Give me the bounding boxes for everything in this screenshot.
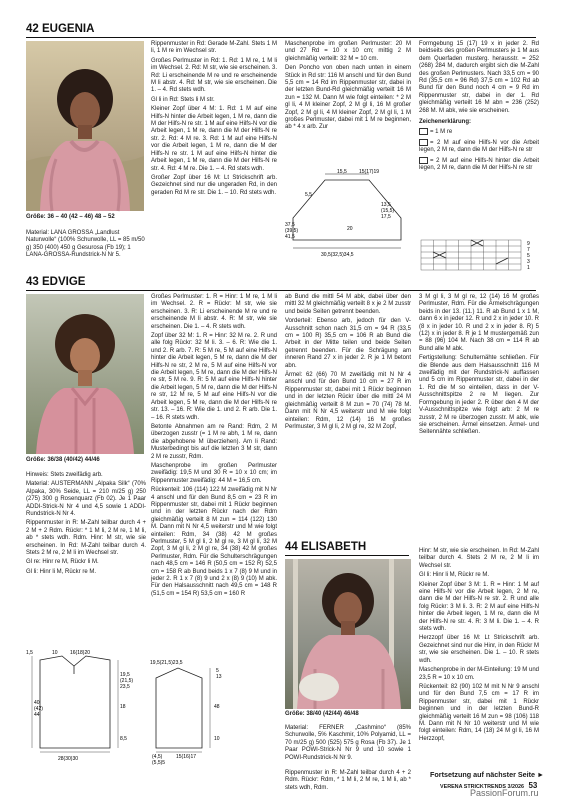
elisabeth-gauge: Maschenprobe in der M-Einteilung: 19 M und 23,5 R = 10 x 10 cm. bbox=[419, 667, 539, 681]
legend-title: Zeichenerklärung: bbox=[419, 119, 472, 126]
edvige-back: Rückenteil: 106 (114) 122 M zweifädig mit N Nr 4 anschl und für den Bund 8,5 cm = 23 R im Rippenmuster str, dabei mit 1 Rückr beginnen und in der letzten Rückr nach der Rdm gleichmäßig verteilt 8 M zun = 114 (122) 130 M. Dann mit N Nr 4,5 weiterstr und M wie folgt einteilen: Rdm, 34 (38) 42 M großes Perlmuster, 5 M gl li, 2 M gl re, 3 M gl li, 32 M Zopf, 3 M gl li, 2 M gl re, 34 (38) 42 M großes Perlmuster, Rdm. Für die Schulterschrägungen nach 48,5 cm = 146 R (50,5 cm = 152 R) 52,5 cm = 158 R ab Bund beids 1 x 7 (8) 9 M und in jeder 2. R 1 x 7 (8) 9 und 2 x (8) 9 (10) M abk. Für den Halsausschnitt nach 49,5 cm = 148 R (51,5 cm = 154 R) 53,5 cm = 160 R bbox=[151, 487, 277, 597]
edvige-gl-li: Gl li: Hinr li M, Rückr re M. bbox=[26, 568, 97, 575]
dim-label: 48 bbox=[214, 704, 220, 710]
elisabeth-heart-cable: Herzzopf über 16 M: Lt Strickschrift arb. Gezeichnet sind nur die Hinr, in den Rückr M str, wie sie erscheinen. Die 1. – 10. R stets wdh. bbox=[419, 635, 539, 664]
eugenia-poncho: Den Poncho von oben nach unten in einem Stück in Rd str: 116 M anschl und für den Bund 5,5 cm = 14 Rd im Rippenmuster str, dabei in der letzten Bund-Rd gleichmäßig verteilt 16 M zun = 132 M. Dann M wie folgt einteilen: * 2 M gl li, 4 M kleiner Zopf, 2 M gl li, 16 M großer Zopf, 2 M gl li, 4 M kleiner Zopf, 2 M gl li, 1 M großes Perlmuster, dabei mit 1 M re beginnen, ab * 4 x arb. Zur bbox=[285, 65, 411, 131]
legend-swatch bbox=[419, 139, 428, 146]
photo-eugenia-illustration bbox=[26, 41, 144, 211]
edvige-gauge: Maschenprobe im großen Perlmuster zweifädig: 19,5 M und 30 R = 10 x 10 cm; im Rippenmuster zweifädig: 44 M = 16,5 cm. bbox=[151, 462, 277, 484]
edvige-note: Hinweis: Stets zweifädig arb. bbox=[26, 472, 103, 478]
chart-row-label: 9 bbox=[527, 241, 530, 247]
dim-label: 13 bbox=[216, 674, 222, 680]
dim-label: (21,5) bbox=[120, 678, 134, 684]
dim-label: 23,5 bbox=[120, 684, 130, 690]
dim-label: 15(16)17 bbox=[176, 754, 197, 760]
dim-label: 18 bbox=[120, 704, 126, 710]
dim-label: (5,5)5 bbox=[152, 760, 166, 766]
schematic-edvige bbox=[26, 648, 276, 766]
elisabeth-size: Größe: 38/40 (42/44) 46/48 bbox=[285, 711, 359, 717]
elisabeth-rib-cont: Hinr: M str, wie sie erscheinen. In Rd: M-Zahl teilbar durch 4. Stets 2 M re, 2 M li im Wechsel str. bbox=[419, 548, 539, 569]
eugenia-gl-li: Gl li in Rd: Stets li M str. bbox=[151, 96, 215, 103]
edvige-col1 bbox=[26, 472, 146, 578]
edvige-gl-re: Gl re: Hinr re M, Rückr li M. bbox=[26, 559, 99, 566]
chart-row-label: 1 bbox=[527, 265, 530, 271]
edvige-front: Vorderteil: Ebenso arb, jedoch für den V-Ausschnitt schon nach 31,5 cm = 94 R (33,5 cm = 100 R) 35,5 cm = 106 R ab Bund die Arbeit in der Mitte teilen und beide Seiten getrennt beenden. Für die Schrägung am inneren Rand 27 x in jeder 2. R je 1 M betont abn. bbox=[285, 318, 411, 369]
dim-label: 5,5 bbox=[305, 192, 312, 198]
dim-label: 19,5 bbox=[120, 672, 130, 678]
edvige-col2 bbox=[151, 294, 277, 600]
eugenia-col3 bbox=[285, 41, 411, 134]
chart-row-label: 5 bbox=[527, 253, 530, 259]
dim-label: 10 bbox=[214, 736, 220, 742]
edvige-rib: Rippenmuster in R: M-Zahl teilbar durch 4 + 2 M + 2 Rdm. Rückr: * 1 M li, 2 M re, 1 M li, ab * stets wdh. Rdm. Hinr: M str, wie sie erscheinen. In Rd: M-Zahl teilbar durch 4. Stets 2 M re, 2 M li im Wechsel str. bbox=[26, 520, 146, 557]
dim-label: 13,5 bbox=[381, 202, 391, 208]
eugenia-small-cable: Kleiner Zopf über 4 M: 1. Rd: 1 M auf eine Hilfs-N hinter die Arbeit legen, 1 M re, dann die M der Hilfs-N re str. 1 M auf eine Hilfs-N vor die Arbeit legen, 1 M re, dann die M der Hilfs-N re str. 2. Rd: 4 M re. 3. Rd: 1 M auf eine Hilfs-N vor die Arbeit legen, 1 M re, dann die M der Hilfs-N re str. 1 M auf eine Hilfs-N hinter die Arbeit legen, 1 M re, dann die M der Hilfs-N re str. 4. Rd: 4 M re. Die 1. – 4. Rd stets wdh. bbox=[151, 106, 277, 172]
eugenia-gauge: Maschenprobe im großen Perlmuster: 20 M und 27 Rd = 10 x 10 cm; mittig 2 M gleichmäßig verteilt: 32 M = 10 cm. bbox=[285, 41, 411, 62]
dim-label: 20 bbox=[347, 226, 353, 232]
elisabeth-material: Material: FERNER „Cashmino“ (85% Schurwolle, 5% Kaschmir, 10% Polyamid, LL = 70 m/25 g) 500 (525) 575 g Rosa (Fb 37). Je 1 Paar POWI-Strick-N Nr 9 und 10 sowie 1 POWI-Rundstrick-N Nr 9. bbox=[285, 725, 411, 761]
section-title-elisabeth: 44 ELISABETH bbox=[285, 541, 367, 553]
dim-label: (4,5) bbox=[152, 754, 163, 760]
eugenia-shaping: Formgebung 15 (17) 19 x in jeder 2. Rd beidseits des großen Perlmusters je 1 M aus dem Querfaden musterg. herausstr. = 252 (268) 284 M, dadurch ergibt sich die M-Zahl des großen Perlmusters. Nach 33,5 cm = 90 Rd (35,5 cm = 96 Rd) 37,5 cm = 102 Rd ab Bund für den Bund noch 4 cm = 9 Rd im Rippenmuster str, dabei in der 1. Rd gleichmäßig verteilt 16 M abn = 236 (252) 268 M. M abk, wie sie erscheinen. bbox=[419, 41, 539, 114]
dim-label: 19,5(21,5)23,5 bbox=[150, 660, 183, 666]
eugenia-col2 bbox=[151, 41, 277, 199]
eugenia-material: Material: LANA GROSSA „Landlust Naturwolle“ (100% Schurwolle, LL = 85 m/50 g) 350 (400) 450 g Gesurosa (Fb 19); 1 LANA-GROSSA-Rundstrick-N Nr 5. bbox=[26, 230, 145, 259]
edvige-material: Material: AUSTERMANN „Alpaka Silk“ (70% Alpaka, 30% Seide, LL = 210 m/25 g) 250 (275) 300 g Rosenquarz (Fb 02). Je 1 Paar ADDI-Strick-N Nr 4 und 4,5 sowie 1 ADDI-Rundstrick-N Nr 4. bbox=[26, 481, 146, 518]
watermark: PassionForum.ru bbox=[470, 788, 539, 798]
elisabeth-col4 bbox=[419, 548, 539, 745]
elisabeth-rib: Rippenmuster in R: M-Zahl teilbar durch 4 + 2 Rdm. Rückr: Rdm, * 1 M li, 2 M re, 1 M li, ab * stets wdh, Rdm. bbox=[285, 770, 411, 791]
edvige-col4 bbox=[419, 294, 539, 439]
dim-label: 41,5 bbox=[285, 234, 295, 240]
dim-label: 44 bbox=[34, 712, 40, 718]
dim-label: (42) bbox=[34, 706, 43, 712]
section-title-eugenia: 42 EUGENIA bbox=[26, 23, 95, 35]
legend-item: = 1 M re bbox=[419, 128, 539, 136]
edvige-col3 bbox=[285, 294, 411, 433]
elisabeth-back: Rückenteil: 82 (90) 102 M mit N Nr 9 anschl und für den Bund 7,5 cm = 17 R im Rippenmuster str, dabei mit 1 Rückr beginnen und in der letzten Bund-R gleichmäßig verteilt 16 M zun = 98 (106) 118 M. Dann mit N Nr 10 weiterstr und M wie folgt einteilen: Rdm, 14 (18) 24 M gl li, 16 M Herzzopf, bbox=[419, 683, 539, 742]
dim-label: (15,5) bbox=[381, 208, 395, 214]
edvige-finishing: Fertigstellung: Schulternähte schließen. Für die Blende aus dem Halsausschnitt 116 M zweifädig mit der Rundstrick-N auffassen und 5 cm im Rippenmuster str, dabei in der 1. Rd die M so einteilen, dass in der V-Ausschnittspitze 2 re M liegen. Zur Formgebung in jeder 2. R über den 4 M der V-Ausschnittspitze wie folgt arb: 2 M re zusstr, 2 M re überzogen zusstr. M abk, wie sie erscheinen. Ärmel einsetzen. Ärmel- und Seitennähte schließen. bbox=[419, 355, 539, 436]
section-divider bbox=[26, 37, 536, 38]
legend-swatch bbox=[419, 157, 428, 164]
chart-row-label: 3 bbox=[527, 259, 530, 265]
section-divider bbox=[26, 290, 536, 291]
edvige-decreases: Betonte Abnahmen am re Rand: Rdm, 2 M überzogen zusstr (= 1 M re abh, 1 M re, dann die abgehobene M überziehen). Am li Rand: Musterbedingt bis auf die letzten 3 M str, dann 2 M re zusstr, Rdm. bbox=[151, 423, 277, 460]
photo-edvige bbox=[26, 294, 144, 454]
edvige-sleeve-cont: 3 M gl li, 3 M gl re, 12 (14) 16 M großes Perlmuster, Rdm. Für die Ärmelschrägungen beids in der 13. (11.) 11. R ab Bund 1 x 1 M, dann 6 x in jeder 12. R und 2 x in jeder 10. R (8 x in jeder 10. R und 2 x in jeder 8. R) 5 (12) x in jeder 8. R je 1 M mustergemäß zun = 88 (96) 104 M. Nach 38 cm = 114 R ab Bund alle M abk. bbox=[419, 294, 539, 352]
dim-label: 28(30)30 bbox=[58, 756, 79, 762]
dim-label: 15(17)19 bbox=[359, 169, 380, 175]
legend-item: = 2 M auf eine Hilfs-N hinter die Arbeit legen, 2 M re, dann die M der Hilfs-N re str bbox=[419, 157, 539, 172]
edvige-size: Größe: 36/38 (40/42) 44/46 bbox=[26, 457, 100, 463]
photo-eugenia bbox=[26, 41, 144, 211]
dim-label: 8,5 bbox=[120, 736, 127, 742]
legend-item: = 2 M auf eine Hilfs-N vor die Arbeit legen, 2 M re, dann die M der Hilfs-N re str bbox=[419, 140, 539, 154]
eugenia-col4 bbox=[419, 41, 539, 175]
elisabeth-small-cable: Kleiner Zopf über 3 M: 1. R = Hinr: 1 M auf eine Hilfs-N vor die Arbeit legen, 2 M re, dann die M der Hilfs-N re str. 2. R und alle folg Rückr: 3 M li. 3. R: 2 M auf eine Hilfs-N hinter die Arbeit legen, 1 M re, dann die M der Hilfs-N re str. 4. R: 3 M li. Die 1. – 4. R stets wdh. bbox=[419, 581, 539, 633]
chart-row-label: 7 bbox=[527, 247, 530, 253]
dim-label: (39,5) bbox=[285, 228, 299, 234]
dim-label: 30,5(32,5)34,5 bbox=[321, 252, 354, 258]
eugenia-size: Größe: 36 – 40 (42 – 46) 48 – 52 bbox=[26, 214, 115, 220]
dim-label: 5 bbox=[216, 668, 219, 674]
continued-note: Fortsetzung auf nächster Seite ► bbox=[430, 770, 545, 779]
eugenia-big-cable: Großer Zopf über 16 M: Lt Strickschrift arb. Gezeichnet sind nur die ungeraden Rd, in den geraden Rd M re str. Die 1. – 10. Rd stets wdh. bbox=[151, 174, 277, 196]
knitting-chart-eugenia bbox=[419, 238, 539, 272]
dim-label: 1,5 bbox=[26, 650, 33, 656]
photo-elisabeth bbox=[285, 559, 411, 709]
edvige-cable: Zopf über 32 M: 1. R = Hinr: 32 M re. 2. R und alle folg Rückr: 32 M li. 3. – 6. R: Wie die 1. und 2. R arb. 7. R: 5 M re, 5 M auf eine Hilfs-N hinter die Arbeit legen, 5 M re, dann die M der Hilfs-N re str, 2 M re, 5 M auf eine Hilfs-N vor die Arbeit legen, 5 M re, dann die M der Hilfs-N re str, 5 M re. 9. R: 5 M auf eine Hilfs-N hinter die Arbeit legen, 5 M re, dann die M der Hilfs-N re str, 12 M re, 5 M auf eine Hilfs-N vor die Arbeit legen, 5 M re, dann die M der Hilfs-N re str. 13. – 16. R: Wie die 1. und 2. R arb. Die 1. – 16. R stets wdh. bbox=[151, 333, 277, 421]
dim-label: 37,5 bbox=[285, 222, 295, 228]
eugenia-rib: Rippenmuster in Rd: Gerade M-Zahl. Stets 1 M li, 1 M re im Wechsel str. bbox=[151, 41, 277, 55]
dim-label: 40 bbox=[34, 700, 40, 706]
photo-edvige-illustration bbox=[26, 294, 144, 454]
dim-label: 15,5 bbox=[337, 169, 347, 175]
edvige-perl: Großes Perlmuster: 1. R = Hinr: 1 M re, 1 M li im Wechsel. 2. R = Rückr: M str, wie sie erscheinen. 3. R: Li erscheinende M re und re erscheinende M li abstr. 4. R: M str, wie sie erscheinen. Die 1. – 4. R stets wdh. bbox=[151, 294, 277, 330]
edvige-sleeve: Ärmel: 62 (66) 70 M zweifädig mit N Nr 4 anschl und für den Bund 10 cm = 27 R im Rippenmuster str, dabei mit 1 Rückr beginnen und in der letzten Rückr über die mittl 24 M gleichmäßig verteilt 8 M zun = 70 (74) 78 M. Dann mit N Nr 4,5 weiterstr und M wie folgt einteilen: Rdm, 12 (14) 16 M großes Perlmuster, 3 M gl li, 2 M gl re, 32 M Zopf, bbox=[285, 372, 411, 430]
elisabeth-gl-li: Gl li: Hinr li M, Rückr re M. bbox=[419, 572, 490, 579]
section-divider bbox=[285, 555, 409, 556]
dim-label: 16(18)20 bbox=[70, 650, 91, 656]
edvige-back-cont: ab Bund die mittl 54 M abk, dabei über den mittl 32 M gleichmäßig verteilt 8 x je 2 M zusstr und beide Seiten getrennt beenden. bbox=[285, 294, 411, 315]
section-title-edvige: 43 EDVIGE bbox=[26, 276, 86, 288]
page-number: 53 bbox=[528, 781, 538, 790]
magazine-name: VERENA STRICKTRENDS 3/2026 bbox=[440, 784, 524, 790]
schematic-eugenia bbox=[285, 168, 413, 266]
dim-label: 10 bbox=[52, 650, 58, 656]
photo-elisabeth-illustration bbox=[285, 559, 411, 709]
eugenia-perl: Großes Perlmuster in Rd: 1. Rd: 1 M re, 1 M li im Wechsel. 2. Rd: M str, wie sie erscheinen. 3. Rd: Li erscheinende M re und re erscheinende M li abstr. 4. Rd: M str, wie sie erscheinen. Die 1. – 4. Rd stets wdh. bbox=[151, 57, 277, 94]
dim-label: 17,5 bbox=[381, 214, 391, 220]
legend-swatch bbox=[419, 128, 428, 135]
